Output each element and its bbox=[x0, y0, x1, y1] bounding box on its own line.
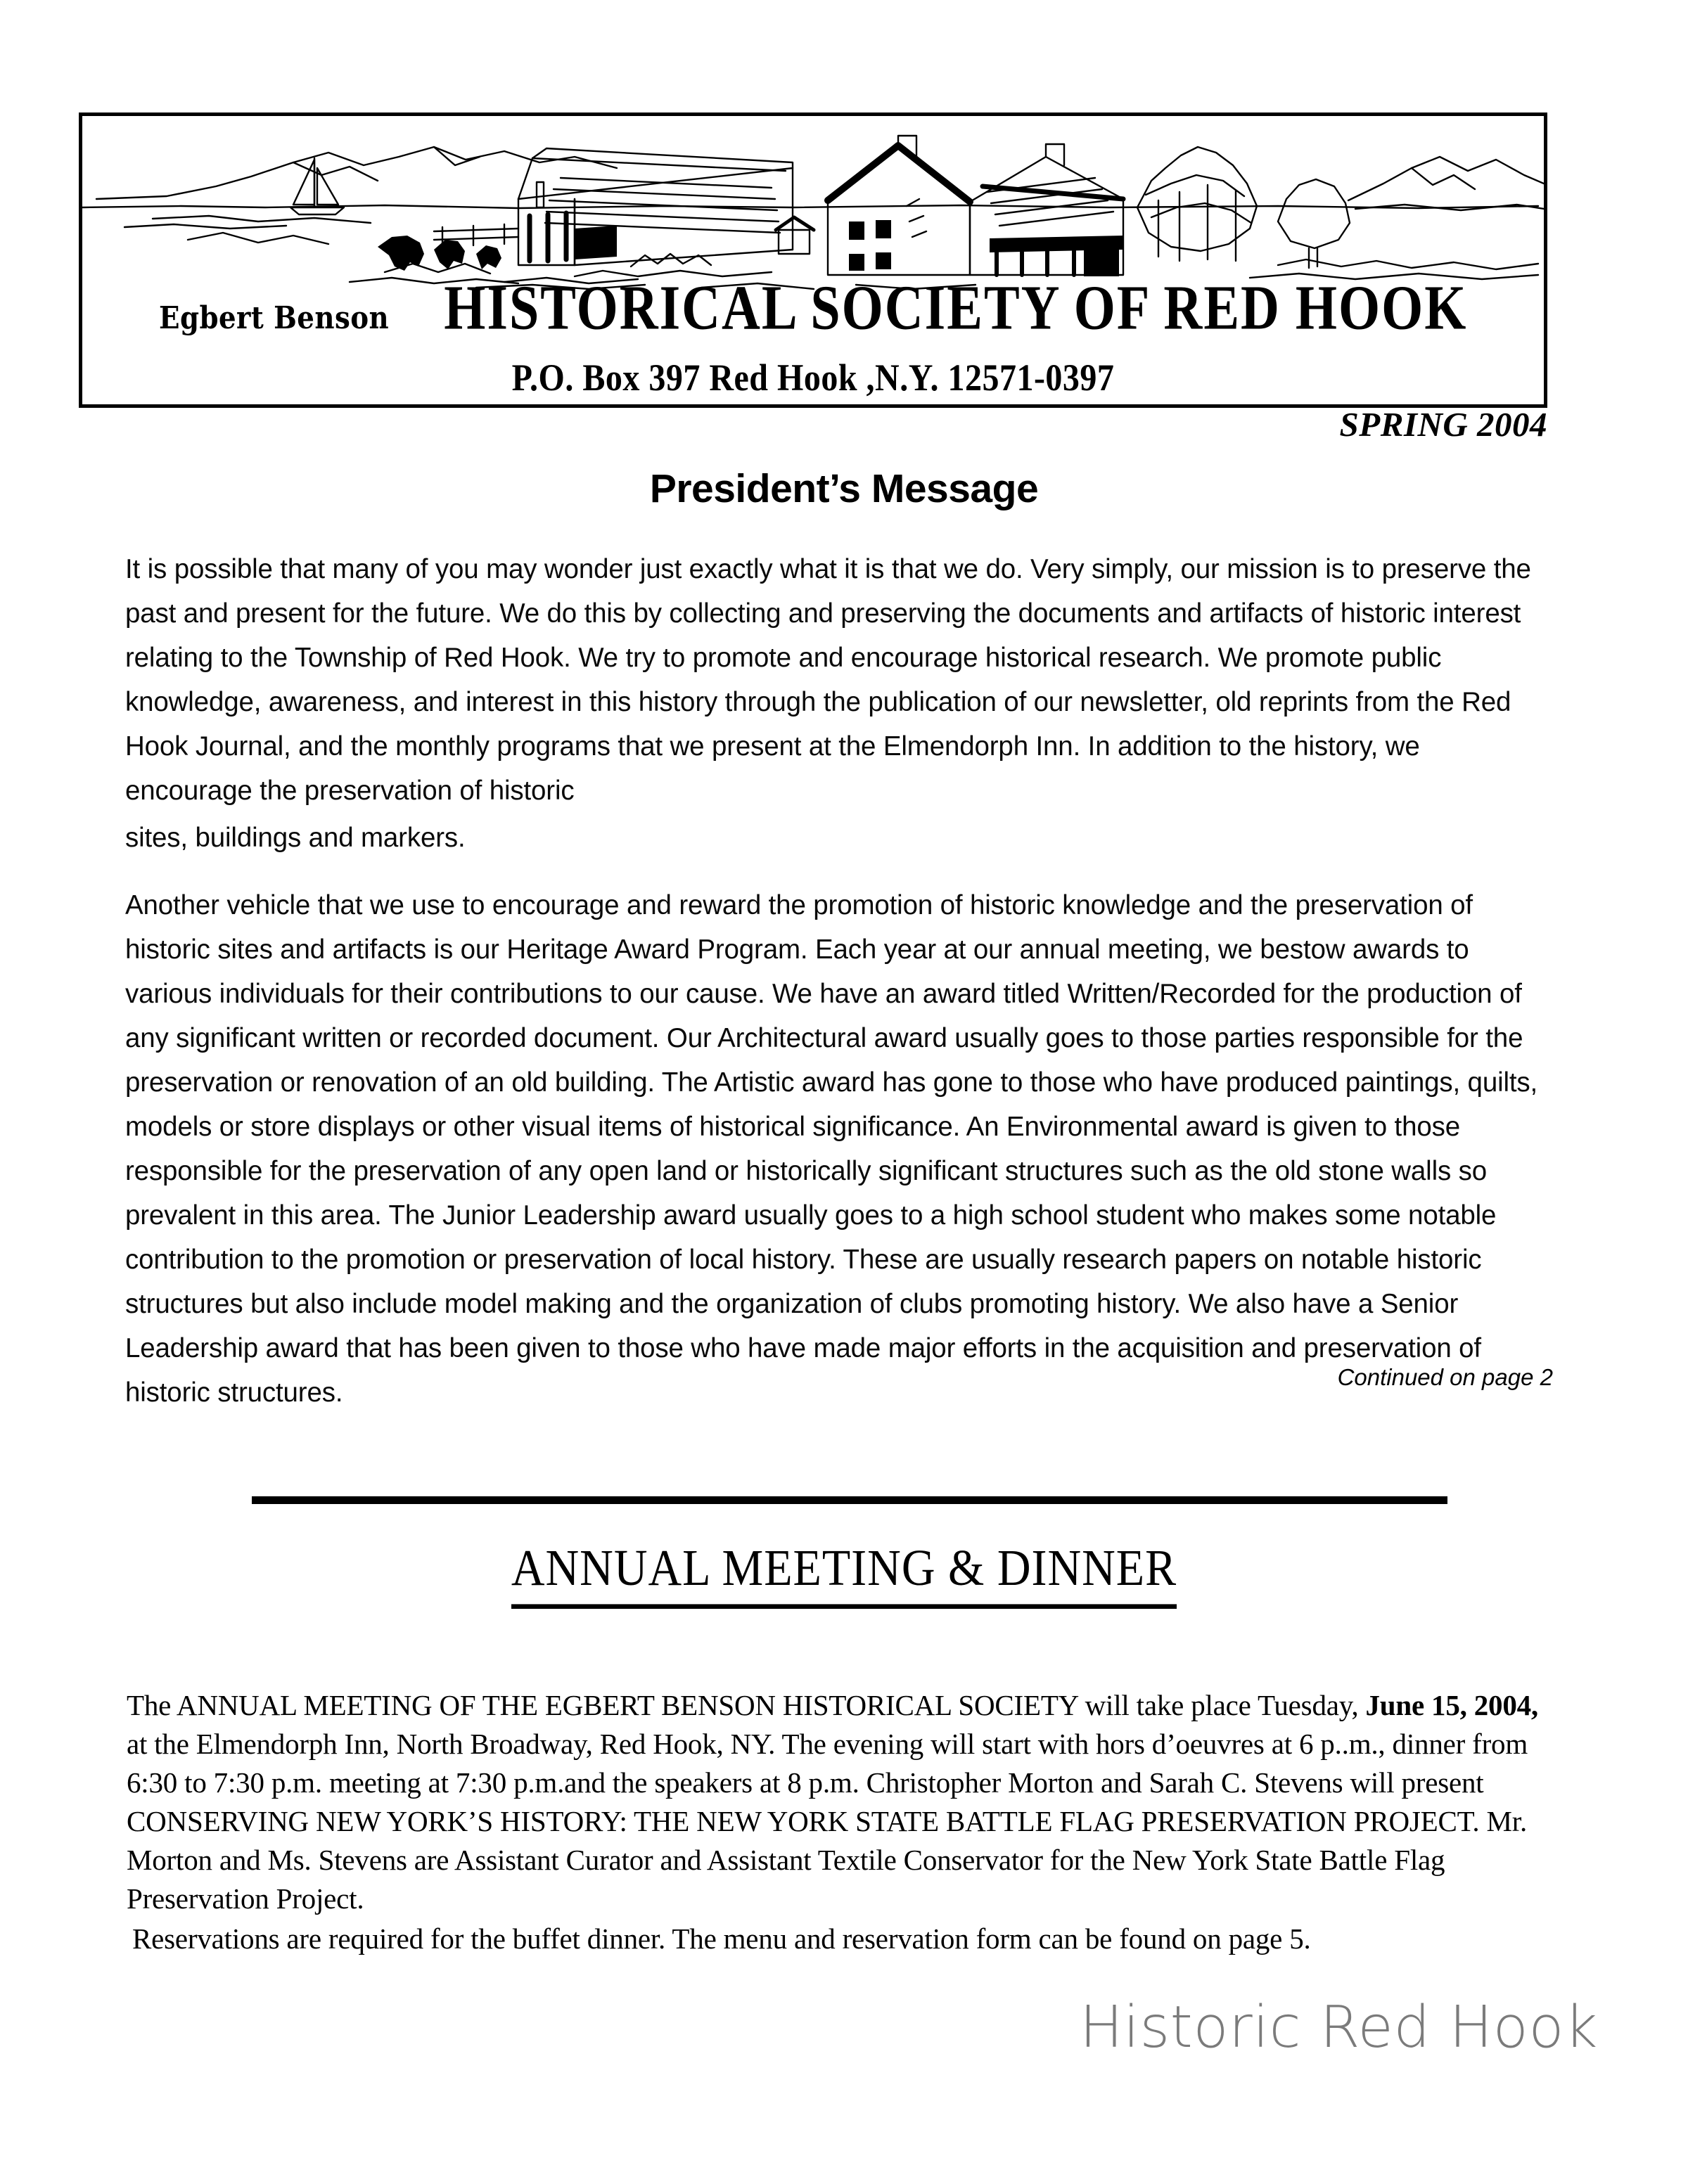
paragraph-1-text: It is possible that many of you may wonder just exactly what it is that we do. Very simply, our mission is to preserve the past and present for the future. We do this by collecting and preserving the documents and artifacts of historic interest relating to the Township of Red Hook. We try to promote and encourage historical research. We promote public knowledge, awareness, and interest in this history through the publication of our newsletter, old reprints from the Red Hook Journal, and the monthly programs that we present at the Elmendorph Inn. In addition to the history, we encourage the preservation of historic bbox=[125, 554, 1531, 806]
meeting-paragraph-lead: The ANNUAL MEETING OF THE EGBERT BENSON HISTORICAL SOCIETY will take place Tuesday, bbox=[127, 1689, 1366, 1721]
rural-landscape-illustration bbox=[82, 116, 1544, 292]
presidents-message-heading: President’s Message bbox=[649, 466, 1039, 511]
presidents-message-paragraph-2: Another vehicle that we use to encourage and reward the promotion of historic knowledge and the preservation of historic sites and artifacts is our Heritage Award Program. Each year at our annual meeting, we bestow awards to various individuals for their contributions to our cause. We have an award titled Written/Recorded for the production of any significant written or recorded document. Our Architectural award usually goes to those parties responsible for the preservation or renovation of an old building. The Artistic award has gone to those who have produced paintings, quilts, models or store displays or other visual items of historical significance. An Environmental award is given to those responsible for the preservation of any open land or historically significant structures such as the old stone walls so prevalent in this area. The Junior Leadership award usually goes to a high school student who makes some notable contribution to the promotion or preservation of local history. These are usually research papers on notable historic structures but also include model making and the organization of clubs promoting history. We also have a Senior Leadership award that has been given to those who have made major efforts in the acquisition and preservation of historic structures. bbox=[125, 890, 1538, 1408]
annual-meeting-heading-text: ANNUAL MEETING & DINNER bbox=[511, 1539, 1177, 1609]
org-address: P.O. Box 397 Red Hook ,N.Y. 12571-0397 bbox=[511, 357, 1115, 399]
continued-note: Continued on page 2 bbox=[1337, 1364, 1553, 1390]
masthead bbox=[79, 113, 1547, 408]
paragraph-1-tail: sites, buildings and markers. bbox=[125, 823, 466, 853]
watermark-historic-red-hook: Historic Red Hook bbox=[1080, 1994, 1598, 2061]
section-divider bbox=[252, 1496, 1447, 1504]
org-prefix: Egbert Benson bbox=[158, 300, 389, 336]
annual-meeting-heading bbox=[0, 1540, 1688, 1609]
meeting-paragraph-rest: at the Elmendorph Inn, North Broadway, Red Hook, NY. The evening will start with hors d’oeuvres at 6 p..m., dinner from 6:30 to 7:30 p.m. meeting at 7:30 p.m.and the speakers at 8 p.m. Christopher Morton and Sarah C. Stevens will present CONSERVING NEW YORK’S HISTORY: THE NEW YORK STATE BATTLE FLAG PRESERVATION PROJECT. Mr. Morton and Ms. Stevens are Assistant Curator and Assistant Textile Conservator for the New York State Battle Flag Preservation Project. bbox=[127, 1728, 1528, 1915]
masthead-title-line bbox=[82, 273, 1544, 362]
reservation-note: Reservations are required for the buffet dinner. The menu and reservation form can be found on page 5. bbox=[132, 1922, 1311, 1955]
org-name: HISTORICAL SOCIETY OF RED HOOK bbox=[444, 273, 1468, 343]
issue-date: SPRING 2004 bbox=[1339, 405, 1547, 444]
presidents-message-paragraph-1 bbox=[125, 547, 1553, 860]
annual-meeting-paragraph bbox=[127, 1686, 1561, 1918]
meeting-date-bold: June 15, 2004, bbox=[1365, 1689, 1538, 1721]
